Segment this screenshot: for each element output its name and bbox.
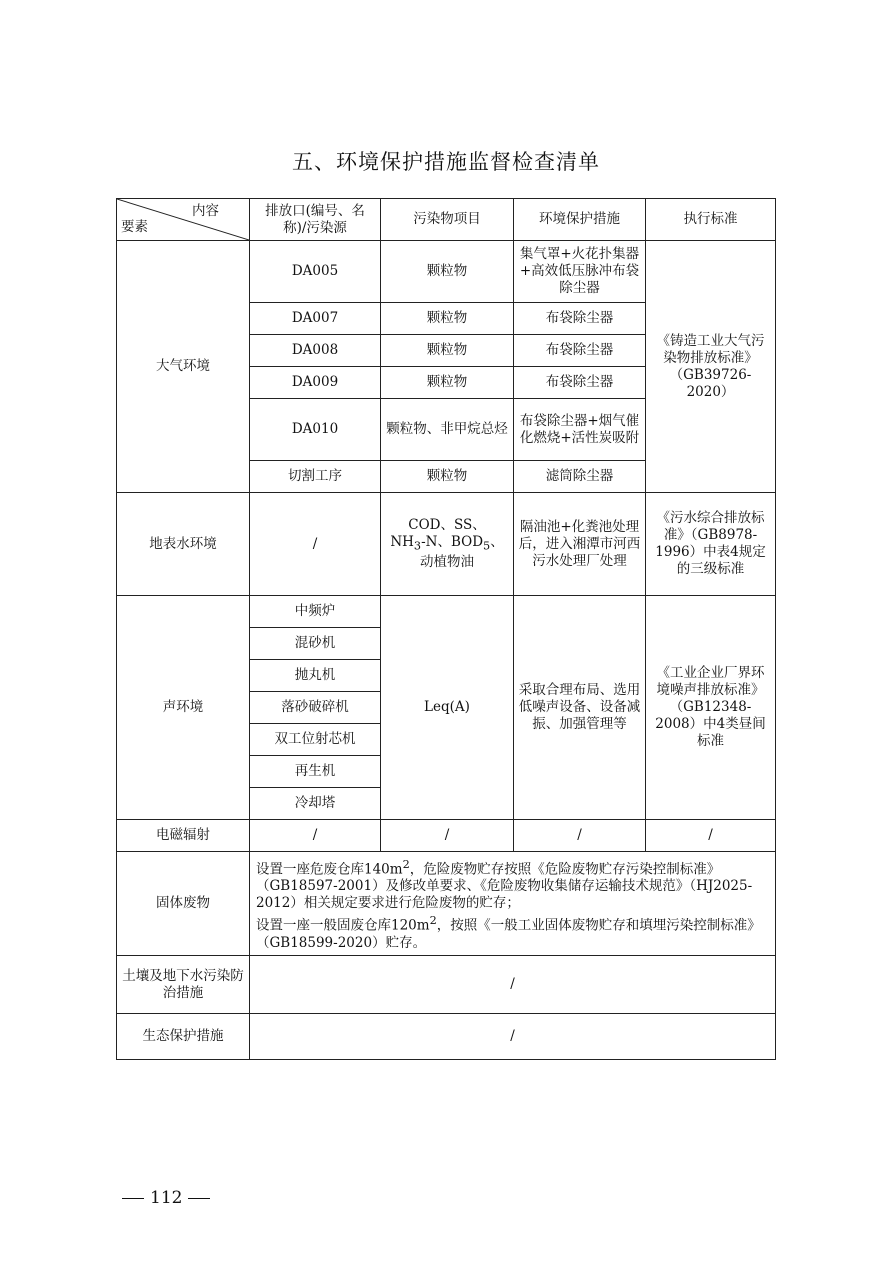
air-measure: 布袋除尘器: [514, 303, 646, 335]
water-pollutant-bod-sub: 5: [483, 539, 491, 553]
water-pollutant-nh: NH: [390, 533, 414, 550]
footer-dash-left: [122, 1198, 144, 1199]
air-outlet: DA008: [250, 335, 381, 367]
noise-source: 混砂机: [250, 628, 381, 660]
noise-source: 再生机: [250, 756, 381, 788]
air-pollutant: 颗粒物: [381, 335, 514, 367]
air-outlet: 切割工序: [250, 461, 381, 493]
water-pollutant: [381, 493, 514, 596]
eco-label: 生态保护措施: [117, 1014, 250, 1060]
header-element-label: 要素: [121, 219, 148, 235]
inspection-table: [116, 198, 776, 1060]
air-outlet: DA010: [250, 399, 381, 461]
air-pollutant: 颗粒物: [381, 241, 514, 303]
air-pollutant: 颗粒物: [381, 303, 514, 335]
solid-sup-1: 2: [402, 857, 410, 871]
soil-label: 土壤及地下水污染防治措施: [117, 956, 250, 1014]
water-pollutant-line1: COD、SS、: [408, 516, 486, 533]
water-pollutant-nh-sub: 3: [413, 539, 422, 553]
air-measure: 集气罩+火花扑集器+高效低压脉冲布袋除尘器: [514, 241, 646, 303]
noise-standard: 《工业企业厂界环境噪声排放标准》（GB12348-2008）中4类昼间标准: [646, 596, 776, 820]
solid-sup-2: 2: [429, 914, 437, 927]
noise-source: 双工位射芯机: [250, 724, 381, 756]
noise-label: 声环境: [117, 596, 250, 820]
air-pollutant: 颗粒物: [381, 367, 514, 399]
header-outlet: 排放口(编号、名称)/污染源: [250, 199, 381, 241]
water-standard: 《污水综合排放标准》（GB8978-1996）中表4规定的三级标准: [646, 493, 776, 596]
air-outlet: DA007: [250, 303, 381, 335]
air-measure: 布袋除尘器+烟气催化燃烧+活性炭吸附: [514, 399, 646, 461]
soil-row: [117, 956, 776, 1014]
eco-value: /: [250, 1014, 776, 1060]
diagonal-header-cell: [117, 199, 250, 241]
solid-text-2: ，危险废物贮存按照《危险废物贮存污染控制标准》（GB18597-2001）及修改单要求、《危险废物收集储存运输技术规范》（HJ2025-2012）相关规定要求进行危险废物的贮存；: [256, 861, 753, 911]
water-pollutant-bod-tail: 、: [490, 533, 504, 550]
noise-source: 抛丸机: [250, 660, 381, 692]
noise-source: 落砂破碎机: [250, 692, 381, 724]
air-outlet: DA005: [250, 241, 381, 303]
solid-label: 固体废物: [117, 852, 250, 956]
soil-value: /: [250, 956, 776, 1014]
em-measure: /: [514, 820, 646, 852]
air-measure: 布袋除尘器: [514, 367, 646, 399]
air-pollutant: 颗粒物、非甲烷总烃: [381, 399, 514, 461]
em-outlet: /: [250, 820, 381, 852]
page-title: 五、环境保护措施监督检查清单: [292, 150, 600, 174]
em-standard: /: [646, 820, 776, 852]
air-label: 大气环境: [117, 241, 250, 493]
page-footer: [116, 1188, 216, 1208]
header-measure: 环境保护措施: [514, 199, 646, 241]
em-row: [117, 820, 776, 852]
header-row: [117, 199, 776, 241]
water-outlet: /: [250, 493, 381, 596]
water-row: [117, 493, 776, 596]
noise-pollutant: Leq(A): [381, 596, 514, 820]
air-measure: 布袋除尘器: [514, 335, 646, 367]
solid-text-4: ，按照《一般工业固体废物贮存和填埋污染控制标准》（GB18599-2020）贮存。: [256, 917, 761, 951]
water-pollutant-line3: 动植物油: [420, 554, 474, 571]
em-label: 电磁辐射: [117, 820, 250, 852]
solid-text-3: 设置一座一般固废仓库120m: [256, 917, 430, 934]
noise-measure: 采取合理布局、选用低噪声设备、设备减振、加强管理等: [514, 596, 646, 820]
air-standard: 《铸造工业大气污染物排放标准》（GB39726-2020）: [646, 241, 776, 493]
noise-source: 冷却塔: [250, 788, 381, 820]
solid-text-1: 设置一座危废仓库140m: [256, 861, 403, 877]
page-number: 112: [150, 1188, 183, 1208]
noise-source: 中频炉: [250, 596, 381, 628]
solid-row: [117, 852, 776, 956]
header-standard: 执行标准: [646, 199, 776, 241]
water-pollutant-bod: -N、BOD: [421, 533, 484, 550]
header-content-label: 内容: [192, 203, 219, 219]
eco-row: [117, 1014, 776, 1060]
em-pollutant: /: [381, 820, 514, 852]
footer-dash-right: [188, 1198, 210, 1199]
solid-description: [250, 852, 776, 956]
noise-row: [117, 596, 776, 628]
air-row: [117, 241, 776, 303]
air-outlet: DA009: [250, 367, 381, 399]
water-measure: 隔油池+化粪池处理后，进入湘潭市河西污水处理厂处理: [514, 493, 646, 596]
air-measure: 滤筒除尘器: [514, 461, 646, 493]
air-pollutant: 颗粒物: [381, 461, 514, 493]
header-pollutant: 污染物项目: [381, 199, 514, 241]
water-label: 地表水环境: [117, 493, 250, 596]
